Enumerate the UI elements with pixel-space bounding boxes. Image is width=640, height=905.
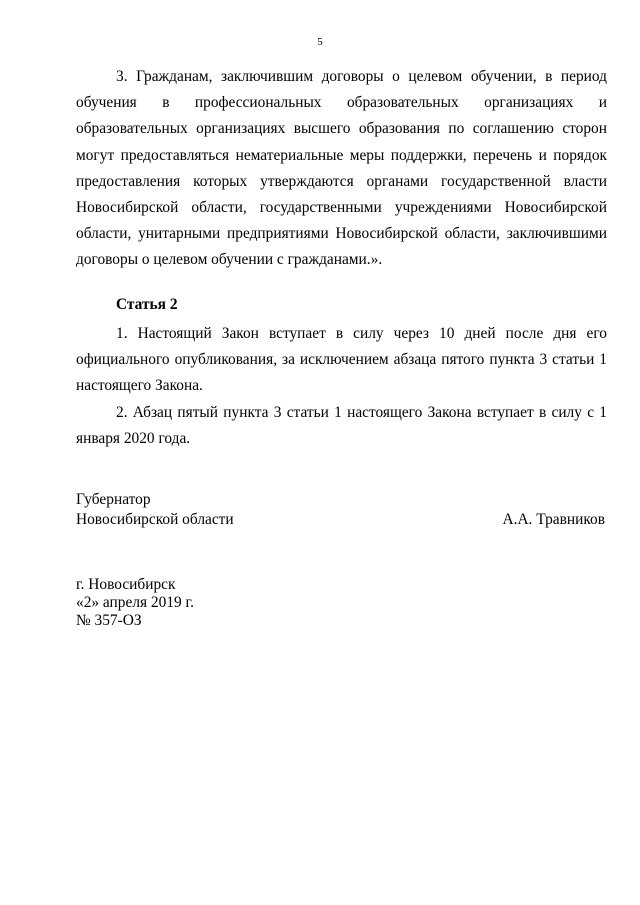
signatory-name: А.А. Травников: [502, 511, 605, 528]
footer-city: г. Новосибирск: [76, 576, 176, 593]
document-footer: [76, 576, 194, 630]
signature-block: [76, 490, 605, 530]
page-number: 5: [317, 36, 323, 48]
article-2-heading: Статья 2: [116, 296, 178, 313]
signature-row: [76, 510, 605, 530]
article-2-item-2: 2. Абзац пятый пункта 3 статьи 1 настоящего Закона вступает в силу с 1 января 2020 года.: [76, 404, 607, 448]
signatory-title-line-1: Губернатор: [76, 491, 151, 508]
footer-date: «2» апреля 2019 г.: [76, 594, 194, 611]
footer-number: № 357-ОЗ: [76, 612, 142, 629]
paragraph-item-3: 3. Гражданам, заключившим договоры о целевом обучении, в период обучения в профессиональных образовательных организациях и образовательных организациях высшего образования по соглашению сторон могут предоставляться нематериальные меры поддержки, перечень и порядок предоставления которых утверждаются органами государственной власти Новосибирской области, государственными учреждениями Новосибирской области, унитарными предприятиями Новосибирской области, заключившими договоры о целевом обучении с гражданами.».: [76, 68, 607, 269]
article-2-item-1: 1. Настоящий Закон вступает в силу через 10 дней после дня его официального опубликования, за исключением абзаца пятого пункта 3 статьи 1 настоящего Закона.: [76, 325, 607, 395]
signatory-title-line-2: Новосибирской области: [76, 511, 234, 528]
